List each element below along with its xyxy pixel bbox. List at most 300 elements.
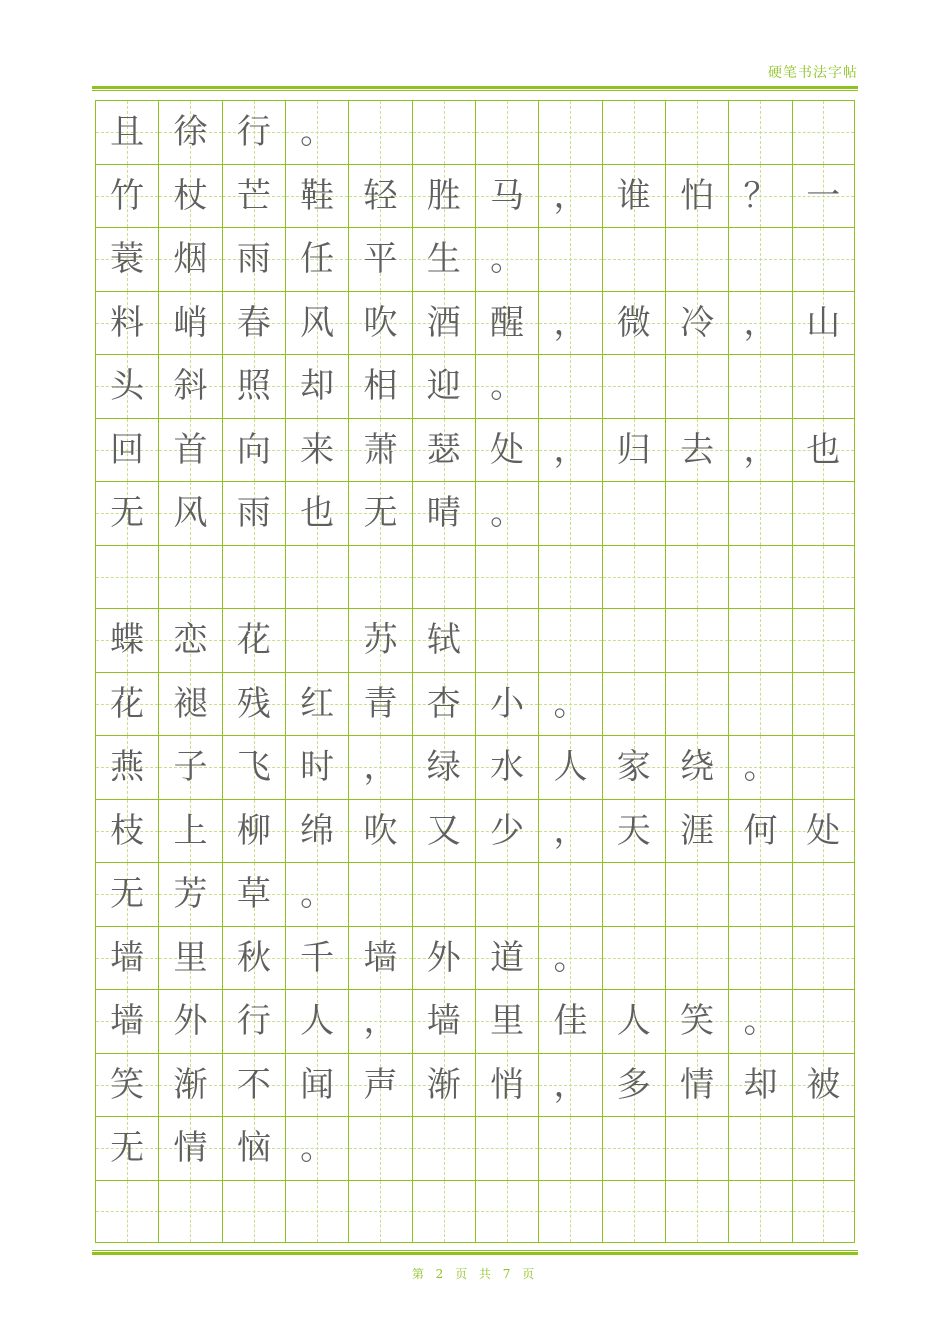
grid-character: 回 xyxy=(110,429,145,470)
grid-cell xyxy=(602,608,665,672)
grid-cell xyxy=(538,545,601,609)
grid-cell xyxy=(412,672,475,736)
grid-character: 山 xyxy=(806,302,841,343)
grid-cell xyxy=(665,926,728,990)
grid-cell xyxy=(412,989,475,1053)
grid-cell xyxy=(158,735,221,799)
grid-character: 外 xyxy=(173,1001,208,1042)
grid-character: 行 xyxy=(236,1001,271,1042)
grid-cell xyxy=(602,1180,665,1244)
grid-character: 马 xyxy=(490,175,525,216)
grid-character: 轼 xyxy=(426,620,461,661)
grid-row xyxy=(95,354,855,418)
grid-character: 闻 xyxy=(300,1064,335,1105)
grid-cell xyxy=(665,164,728,228)
grid-cell xyxy=(412,862,475,926)
grid-character: 春 xyxy=(236,302,271,343)
grid-cell xyxy=(602,100,665,164)
grid-cell xyxy=(602,418,665,482)
grid-cell xyxy=(728,735,791,799)
grid-character: 人 xyxy=(616,1001,651,1042)
grid-character: 却 xyxy=(300,366,335,407)
bottom-rule xyxy=(92,1252,858,1255)
grid-cell xyxy=(665,735,728,799)
grid-cell xyxy=(285,291,348,355)
grid-cell xyxy=(348,989,411,1053)
grid-character: 多 xyxy=(616,1064,651,1105)
grid-cell xyxy=(665,799,728,863)
grid-character: 悄 xyxy=(490,1064,525,1105)
grid-cell xyxy=(222,735,285,799)
grid-character: 。 xyxy=(300,1128,335,1169)
grid-row xyxy=(95,418,855,482)
grid-cell xyxy=(602,1116,665,1180)
grid-character: ， xyxy=(553,302,588,343)
grid-character: 无 xyxy=(110,1128,145,1169)
grid-character: 也 xyxy=(806,429,841,470)
grid-cell xyxy=(95,672,158,736)
grid-cell xyxy=(95,545,158,609)
grid-cell xyxy=(475,291,538,355)
grid-character: 被 xyxy=(806,1064,841,1105)
grid-character: 芒 xyxy=(236,175,271,216)
grid-character: 水 xyxy=(490,747,525,788)
grid-cell xyxy=(728,354,791,418)
page-number: 第 2 页 共 7 页 xyxy=(411,1267,539,1281)
grid-cell xyxy=(285,418,348,482)
grid-cell xyxy=(665,1180,728,1244)
grid-cell xyxy=(728,100,791,164)
grid-cell xyxy=(475,672,538,736)
grid-character: 花 xyxy=(236,620,271,661)
grid-row xyxy=(95,672,855,736)
grid-character: 里 xyxy=(173,937,208,978)
grid-cell xyxy=(475,164,538,228)
grid-character: 去 xyxy=(680,429,715,470)
grid-cell xyxy=(285,1180,348,1244)
grid-cell xyxy=(602,926,665,990)
grid-cell xyxy=(348,926,411,990)
grid-character: 风 xyxy=(173,493,208,534)
grid-character: 柳 xyxy=(236,810,271,851)
grid-cell xyxy=(348,735,411,799)
grid-cell xyxy=(95,354,158,418)
grid-character: 无 xyxy=(363,493,398,534)
grid-character: 墙 xyxy=(110,1001,145,1042)
grid-cell xyxy=(665,354,728,418)
grid-row xyxy=(95,1116,855,1180)
grid-cell xyxy=(348,1053,411,1117)
grid-cell xyxy=(95,989,158,1053)
grid-cell xyxy=(728,164,791,228)
practice-grid xyxy=(95,100,855,1243)
grid-cell xyxy=(792,672,855,736)
grid-character: 。 xyxy=(553,937,588,978)
grid-cell xyxy=(538,481,601,545)
grid-cell xyxy=(412,354,475,418)
grid-character: 迎 xyxy=(426,366,461,407)
grid-character: 渐 xyxy=(426,1064,461,1105)
grid-character: 。 xyxy=(300,112,335,153)
grid-cell xyxy=(222,989,285,1053)
grid-cell xyxy=(285,1116,348,1180)
grid-cell xyxy=(158,799,221,863)
grid-cell xyxy=(538,1180,601,1244)
grid-cell xyxy=(158,100,221,164)
grid-cell xyxy=(602,291,665,355)
grid-cell xyxy=(475,481,538,545)
grid-character: ， xyxy=(743,429,778,470)
grid-character: 墙 xyxy=(363,937,398,978)
grid-row xyxy=(95,735,855,799)
grid-cell xyxy=(285,989,348,1053)
grid-character: 鞋 xyxy=(300,175,335,216)
grid-cell xyxy=(602,989,665,1053)
grid-character: 雨 xyxy=(236,239,271,280)
grid-character: 枝 xyxy=(110,810,145,851)
grid-cell xyxy=(728,481,791,545)
grid-character: ， xyxy=(363,1001,398,1042)
grid-cell xyxy=(348,862,411,926)
grid-character: 蝶 xyxy=(110,620,145,661)
grid-character: 草 xyxy=(236,874,271,915)
grid-character: 渐 xyxy=(173,1064,208,1105)
grid-cell xyxy=(222,418,285,482)
grid-cell xyxy=(475,735,538,799)
grid-character: 恼 xyxy=(236,1128,271,1169)
grid-character: 杖 xyxy=(173,175,208,216)
grid-cell xyxy=(222,1053,285,1117)
grid-character: 上 xyxy=(173,810,208,851)
grid-character: 。 xyxy=(490,493,525,534)
grid-cell xyxy=(538,862,601,926)
grid-character: 吹 xyxy=(363,302,398,343)
grid-row xyxy=(95,608,855,672)
grid-cell xyxy=(285,608,348,672)
grid-cell xyxy=(158,481,221,545)
grid-character: 绵 xyxy=(300,810,335,851)
grid-character: 时 xyxy=(300,747,335,788)
grid-cell xyxy=(285,926,348,990)
grid-cell xyxy=(348,418,411,482)
grid-character: 平 xyxy=(363,239,398,280)
grid-character: 绕 xyxy=(680,747,715,788)
grid-cell xyxy=(475,1053,538,1117)
grid-cell xyxy=(538,291,601,355)
grid-row xyxy=(95,481,855,545)
grid-character: 杏 xyxy=(426,683,461,724)
grid-cell xyxy=(222,1180,285,1244)
grid-cell xyxy=(538,354,601,418)
grid-cell xyxy=(95,799,158,863)
grid-cell xyxy=(158,1180,221,1244)
grid-character: 天 xyxy=(616,810,651,851)
grid-character: 人 xyxy=(300,1001,335,1042)
grid-cell xyxy=(412,735,475,799)
grid-character: 竹 xyxy=(110,175,145,216)
grid-cell xyxy=(665,989,728,1053)
grid-cell xyxy=(158,227,221,291)
grid-character: 。 xyxy=(490,366,525,407)
grid-cell xyxy=(222,481,285,545)
grid-cell xyxy=(475,227,538,291)
grid-row xyxy=(95,545,855,609)
grid-cell xyxy=(792,1116,855,1180)
grid-character: 瑟 xyxy=(426,429,461,470)
grid-cell xyxy=(538,1116,601,1180)
grid-cell xyxy=(412,100,475,164)
grid-character: 蓑 xyxy=(110,239,145,280)
grid-cell xyxy=(602,1053,665,1117)
grid-character: 道 xyxy=(490,937,525,978)
grid-character: 微 xyxy=(616,302,651,343)
grid-character: 。 xyxy=(743,1001,778,1042)
grid-cell xyxy=(222,291,285,355)
grid-character: 处 xyxy=(490,429,525,470)
grid-character: ， xyxy=(743,302,778,343)
grid-character: ， xyxy=(553,429,588,470)
grid-cell xyxy=(95,926,158,990)
grid-cell xyxy=(728,1116,791,1180)
grid-character: 晴 xyxy=(426,493,461,534)
grid-character: 酒 xyxy=(426,302,461,343)
grid-character: 涯 xyxy=(680,810,715,851)
grid-cell xyxy=(285,545,348,609)
grid-character: 吹 xyxy=(363,810,398,851)
grid-cell xyxy=(665,672,728,736)
grid-cell xyxy=(285,1053,348,1117)
grid-character: 。 xyxy=(300,874,335,915)
grid-cell xyxy=(538,989,601,1053)
grid-cell xyxy=(792,291,855,355)
grid-cell xyxy=(412,926,475,990)
grid-cell xyxy=(602,354,665,418)
grid-row xyxy=(95,799,855,863)
grid-cell xyxy=(95,100,158,164)
grid-character: 行 xyxy=(236,112,271,153)
grid-cell xyxy=(158,1053,221,1117)
grid-character: 何 xyxy=(743,810,778,851)
grid-character: 也 xyxy=(300,493,335,534)
grid-cell xyxy=(728,672,791,736)
grid-character: 恋 xyxy=(173,620,208,661)
grid-character: 无 xyxy=(110,493,145,534)
grid-character: 墙 xyxy=(110,937,145,978)
grid-cell xyxy=(348,164,411,228)
grid-cell xyxy=(792,862,855,926)
grid-character: 烟 xyxy=(173,239,208,280)
grid-cell xyxy=(348,608,411,672)
grid-cell xyxy=(792,735,855,799)
grid-character: 却 xyxy=(743,1064,778,1105)
grid-cell xyxy=(602,799,665,863)
grid-cell xyxy=(222,354,285,418)
grid-cell xyxy=(412,164,475,228)
grid-cell xyxy=(475,418,538,482)
grid-cell xyxy=(95,481,158,545)
grid-cell xyxy=(348,354,411,418)
grid-cell xyxy=(95,862,158,926)
grid-cell xyxy=(95,418,158,482)
grid-cell xyxy=(348,545,411,609)
grid-cell xyxy=(538,926,601,990)
grid-character: 少 xyxy=(490,810,525,851)
grid-character: 风 xyxy=(300,302,335,343)
grid-cell xyxy=(792,1053,855,1117)
grid-character: 芳 xyxy=(173,874,208,915)
grid-cell xyxy=(792,799,855,863)
grid-cell xyxy=(158,291,221,355)
grid-character: 归 xyxy=(616,429,651,470)
grid-character: 苏 xyxy=(363,620,398,661)
grid-character: 徐 xyxy=(173,112,208,153)
grid-cell xyxy=(728,799,791,863)
grid-cell xyxy=(665,545,728,609)
grid-cell xyxy=(222,100,285,164)
grid-cell xyxy=(285,735,348,799)
grid-character: 。 xyxy=(490,239,525,280)
grid-cell xyxy=(792,608,855,672)
grid-cell xyxy=(412,1180,475,1244)
grid-character: 绿 xyxy=(426,747,461,788)
grid-cell xyxy=(475,1180,538,1244)
grid-cell xyxy=(285,164,348,228)
grid-character: 谁 xyxy=(616,175,651,216)
grid-cell xyxy=(412,291,475,355)
grid-cell xyxy=(348,481,411,545)
grid-character: 。 xyxy=(743,747,778,788)
grid-cell xyxy=(475,545,538,609)
grid-cell xyxy=(158,926,221,990)
grid-cell xyxy=(222,672,285,736)
grid-character: 千 xyxy=(300,937,335,978)
grid-cell xyxy=(475,989,538,1053)
grid-cell xyxy=(222,227,285,291)
grid-cell xyxy=(412,481,475,545)
grid-cell xyxy=(285,799,348,863)
grid-row xyxy=(95,1180,855,1244)
grid-cell xyxy=(158,989,221,1053)
grid-cell xyxy=(222,799,285,863)
grid-character: ， xyxy=(553,1064,588,1105)
grid-row xyxy=(95,227,855,291)
grid-character: ？ xyxy=(743,175,778,216)
grid-character: 生 xyxy=(426,239,461,280)
grid-cell xyxy=(285,862,348,926)
grid-cell xyxy=(792,1180,855,1244)
grid-cell xyxy=(665,418,728,482)
grid-cell xyxy=(728,608,791,672)
grid-character: 声 xyxy=(363,1064,398,1105)
grid-character: 褪 xyxy=(173,683,208,724)
grid-cell xyxy=(538,672,601,736)
grid-cell xyxy=(158,862,221,926)
grid-character: ， xyxy=(363,747,398,788)
grid-row xyxy=(95,291,855,355)
grid-character: 子 xyxy=(173,747,208,788)
grid-character: 花 xyxy=(110,683,145,724)
grid-character: 斜 xyxy=(173,366,208,407)
grid-cell xyxy=(285,481,348,545)
grid-character: 醒 xyxy=(490,302,525,343)
grid-cell xyxy=(538,227,601,291)
grid-character: 峭 xyxy=(173,302,208,343)
page-header-title: 硬笔书法字帖 xyxy=(768,65,858,81)
bottom-rule-thin xyxy=(92,1250,858,1251)
grid-cell xyxy=(602,164,665,228)
grid-cell xyxy=(348,227,411,291)
grid-row xyxy=(95,100,855,164)
grid-cell xyxy=(665,1116,728,1180)
grid-cell xyxy=(538,100,601,164)
grid-cell xyxy=(602,735,665,799)
grid-cell xyxy=(602,227,665,291)
grid-cell xyxy=(158,354,221,418)
grid-cell xyxy=(285,672,348,736)
top-rule xyxy=(92,86,858,89)
grid-character: 小 xyxy=(490,683,525,724)
grid-cell xyxy=(95,608,158,672)
grid-row xyxy=(95,989,855,1053)
grid-character: 青 xyxy=(363,683,398,724)
grid-cell xyxy=(475,608,538,672)
grid-character: 料 xyxy=(110,302,145,343)
grid-character: 且 xyxy=(110,112,145,153)
grid-cell xyxy=(348,672,411,736)
grid-character: 里 xyxy=(490,1001,525,1042)
grid-character: 残 xyxy=(236,683,271,724)
grid-cell xyxy=(348,1116,411,1180)
grid-character: 又 xyxy=(426,810,461,851)
grid-character: 向 xyxy=(236,429,271,470)
grid-cell xyxy=(538,418,601,482)
grid-character: 墙 xyxy=(426,1001,461,1042)
grid-cell xyxy=(222,545,285,609)
grid-character: ， xyxy=(553,175,588,216)
grid-character: 冷 xyxy=(680,302,715,343)
grid-cell xyxy=(602,481,665,545)
grid-cell xyxy=(95,164,158,228)
grid-cell xyxy=(665,608,728,672)
grid-character: 任 xyxy=(300,239,335,280)
grid-cell xyxy=(475,100,538,164)
grid-character: 飞 xyxy=(236,747,271,788)
grid-cell xyxy=(158,672,221,736)
grid-character: 人 xyxy=(553,747,588,788)
grid-cell xyxy=(792,545,855,609)
grid-character: 无 xyxy=(110,874,145,915)
grid-cell xyxy=(538,799,601,863)
grid-row xyxy=(95,862,855,926)
grid-cell xyxy=(95,227,158,291)
grid-character: 燕 xyxy=(110,747,145,788)
grid-cell xyxy=(538,735,601,799)
grid-cell xyxy=(792,418,855,482)
grid-cell xyxy=(728,1180,791,1244)
grid-cell xyxy=(222,1116,285,1180)
grid-cell xyxy=(792,926,855,990)
grid-character: 萧 xyxy=(363,429,398,470)
grid-character: 秋 xyxy=(236,937,271,978)
grid-cell xyxy=(665,100,728,164)
grid-cell xyxy=(728,1053,791,1117)
grid-cell xyxy=(475,799,538,863)
grid-cell xyxy=(158,545,221,609)
grid-cell xyxy=(412,1053,475,1117)
grid-cell xyxy=(602,862,665,926)
grid-cell xyxy=(158,418,221,482)
grid-cell xyxy=(285,227,348,291)
